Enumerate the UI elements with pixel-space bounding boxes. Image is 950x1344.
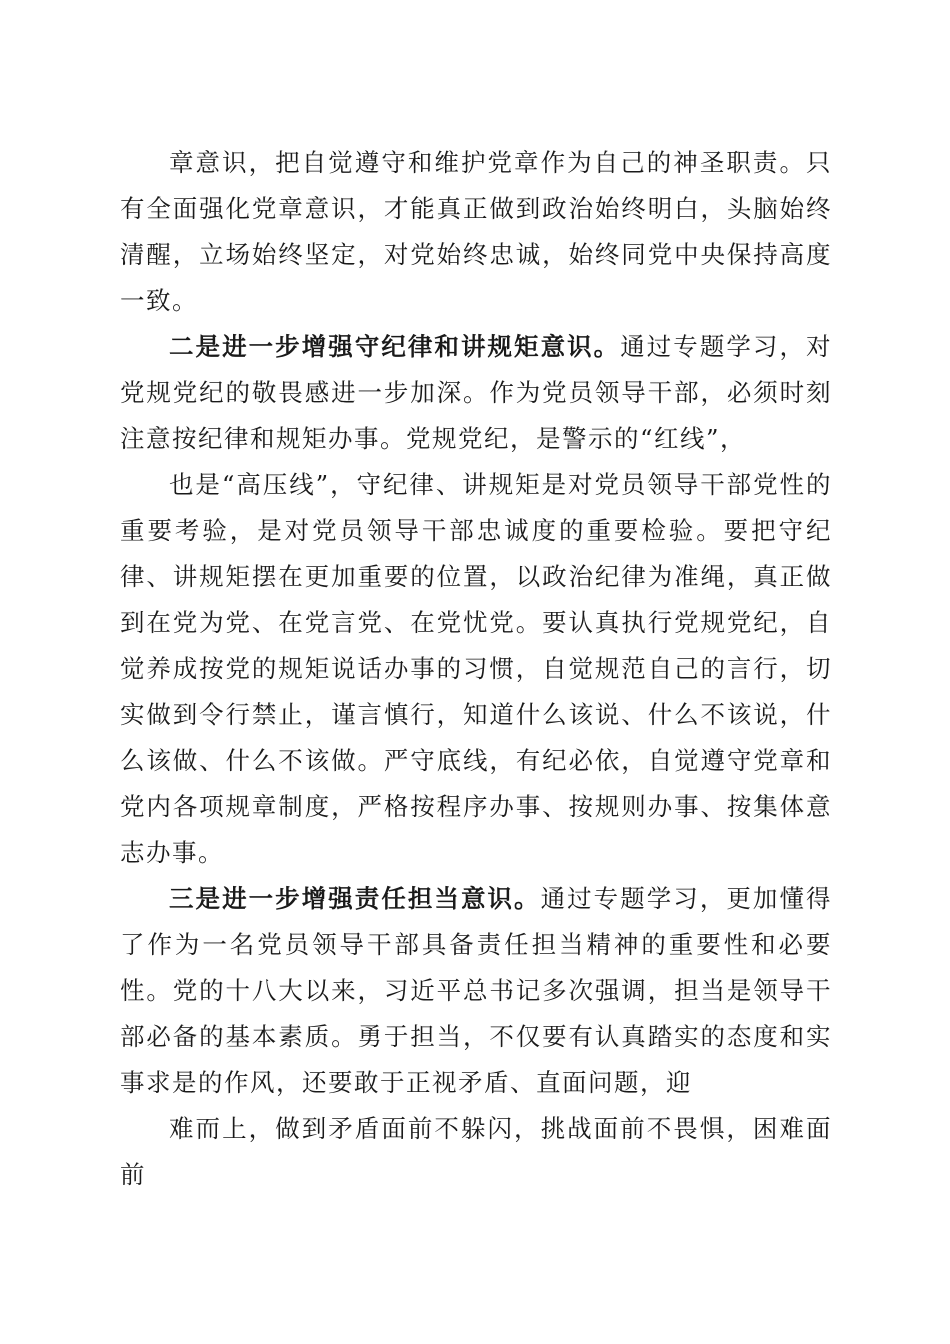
paragraph-text: 通过专题学习，更加懂得了作为一名党员领导干部具备责任担当精神的重要性和必要性。党的十八大以来，习近平总书记多次强调，担当是领导干部必备的基本素质。勇于担当，不仅要有认真踏实的态度和实事求是的作风，还要敢于正视矛盾、直面问题，迎 — [120, 884, 833, 1097]
paragraph-lead: 三是进一步增强责任担当意识。 — [169, 884, 541, 913]
paragraph-3 — [120, 462, 832, 876]
body-text — [120, 140, 832, 1198]
paragraph-5 — [120, 1106, 832, 1198]
paragraph-1 — [120, 140, 832, 324]
paragraph-lead: 二是进一步增强守纪律和讲规矩意识。 — [169, 332, 621, 361]
paragraph-4 — [120, 876, 832, 1106]
paragraph-text: 章意识，把自觉遵守和维护党章作为自己的神圣职责。只有全面强化党章意识，才能真正做到政治始终明白，头脑始终清醒，立场始终坚定，对党始终忠诚，始终同党中央保持高度一致。 — [120, 148, 832, 315]
paragraph-text: 通过专题学习，对党规党纪的敬畏感进一步加深。作为党员领导干部，必须时刻注意按纪律和规矩办事。党规党纪，是警示的“红线”， — [120, 332, 833, 453]
paragraph-2 — [120, 324, 832, 462]
paragraph-text: 难而上，做到矛盾面前不躲闪，挑战面前不畏惧，困难面前 — [120, 1114, 832, 1189]
paragraph-text: 也是“高压线”，守纪律、讲规矩是对党员领导干部党性的重要考验，是对党员领导干部忠诚度的重要检验。要把守纪律、讲规矩摆在更加重要的位置，以政治纪律为准绳，真正做到在党为党、在党言党、在党忧党。要认真执行党规党纪，自觉养成按党的规矩说话办事的习惯，自觉规范自己的言行，切实做到令行禁止，谨言慎行，知道什么该说、什么不该说，什么该做、什么不该做。严守底线，有纪必依，自觉遵守党章和党内各项规章制度，严格按程序办事、按规则办事、按集体意志办事。 — [120, 470, 832, 867]
